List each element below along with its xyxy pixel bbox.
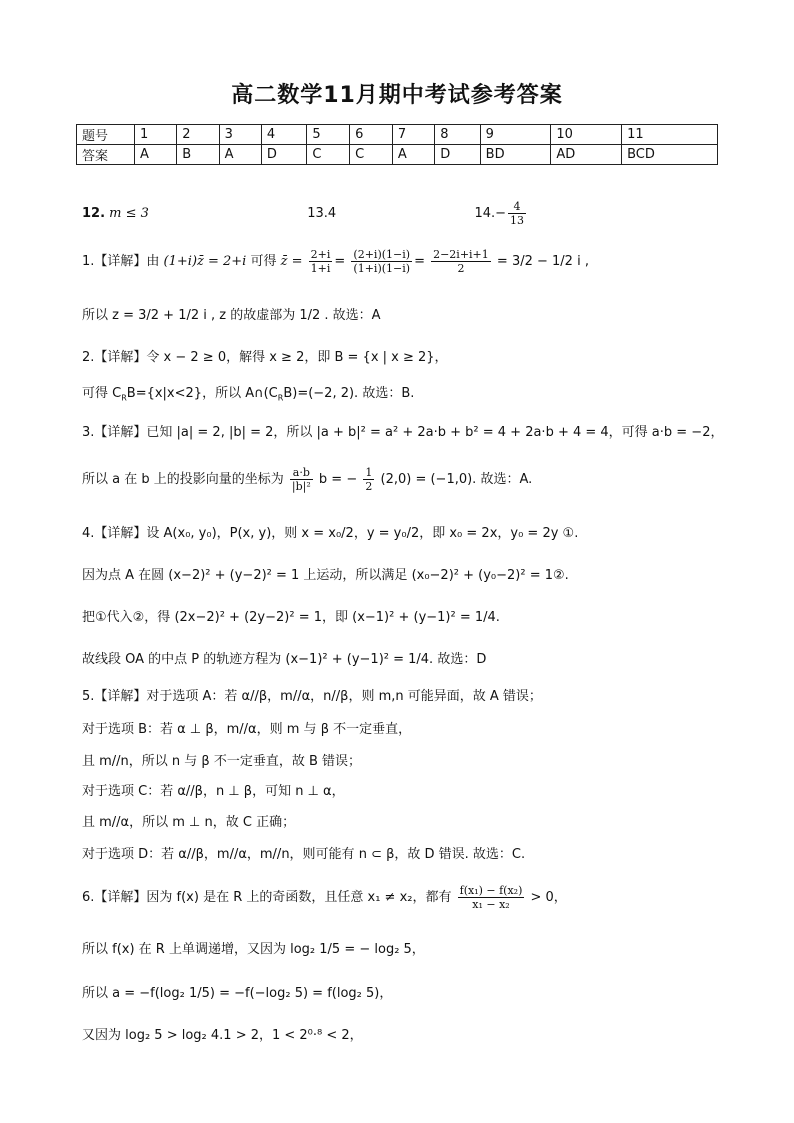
q3-half-den: 2 bbox=[365, 480, 373, 493]
q5-line-5: 且 m//α，所以 m ⊥ n，故 C 正确； bbox=[82, 815, 296, 830]
q1-f1-num: 2+i bbox=[310, 248, 331, 261]
q6-prefix: 6.【详解】因为 f(x) 是在 R 上的奇函数，且任意 x₁ ≠ x₂，都有 bbox=[82, 890, 452, 905]
q3-line-1: 3.【详解】已知 |a| = 2, |b| = 2，所以 |a + b|² = a² + 2a·b + b² = 4 + 2a·b + 4 = 4，可得 a·b = −2， bbox=[82, 425, 724, 440]
question-number: 5 bbox=[307, 125, 350, 145]
question-number: 11 bbox=[622, 125, 718, 145]
q2-text-b: B={x|x<2}，所以 A∩(C bbox=[126, 386, 278, 401]
q6-line-1 bbox=[82, 884, 567, 911]
q3-frac-num: a·b bbox=[290, 466, 313, 480]
q1-line-2: 所以 z = 3/2 + 1/2 i , z 的故虚部为 1/2 . 故选：A bbox=[82, 308, 381, 323]
q5-line-6: 对于选项 D：若 α//β，m//α，m//n，则可能有 n ⊂ β，故 D 错误. 故选：C. bbox=[82, 847, 526, 862]
question-number: 8 bbox=[435, 125, 480, 145]
row-label-numbers: 题号 bbox=[77, 125, 135, 145]
q12-label: 12. bbox=[82, 206, 106, 221]
q1-f2-den: (1+i)(1−i) bbox=[353, 262, 411, 275]
question-number: 9 bbox=[480, 125, 551, 145]
q2-sub-a: R bbox=[121, 393, 127, 403]
row-label-answers: 答案 bbox=[77, 145, 135, 165]
question-number: 4 bbox=[261, 125, 306, 145]
q4-line-1: 4.【详解】设 A(x₀, y₀)，P(x, y)，则 x = x₀/2，y = y₀/2，即 x₀ = 2x，y₀ = 2y ①. bbox=[82, 526, 579, 541]
q6-line-2: 所以 f(x) 在 R 上单调递增，又因为 log₂ 1/5 = − log₂ 5， bbox=[82, 942, 425, 957]
answer-table-row-answers bbox=[77, 145, 718, 165]
q3-frac-den: |b|² bbox=[291, 480, 311, 493]
q13-answer: 13.4 bbox=[307, 206, 337, 221]
answer-cell: BCD bbox=[622, 145, 718, 165]
answer-cell: C bbox=[350, 145, 393, 165]
q5-line-3: 且 m//n，所以 n 与 β 不一定垂直，故 B 错误； bbox=[82, 754, 362, 769]
answer-cell: A bbox=[219, 145, 261, 165]
q5-line-1: 5.【详解】对于选项 A：若 α//β，m//α，n//β，则 m,n 可能异面，故 A 错误； bbox=[82, 689, 542, 704]
q1-f2-num: (2+i)(1−i) bbox=[353, 248, 411, 261]
q14-label: 14. bbox=[474, 206, 496, 221]
q12-answer: m ≤ 3 bbox=[109, 206, 149, 221]
q6-line-4: 又因为 log₂ 5 > log₂ 4.1 > 2，1 < 2⁰·⁸ < 2， bbox=[82, 1028, 363, 1043]
q1-fraction-3 bbox=[431, 248, 491, 275]
q3-end: (2,0) = (−1,0). 故选：A. bbox=[380, 472, 533, 487]
q3-half-fraction bbox=[363, 466, 374, 493]
page-title: 高二数学11月期中考试参考答案 bbox=[231, 83, 563, 108]
q6-end: > 0， bbox=[530, 890, 567, 905]
q1-prefix: 1.【详解】由 bbox=[82, 254, 160, 269]
q3-half-num: 1 bbox=[365, 466, 373, 479]
answer-cell: D bbox=[435, 145, 480, 165]
answer-table-row-numbers bbox=[77, 125, 718, 145]
q2-sub-b: R bbox=[277, 393, 284, 403]
q5-line-4: 对于选项 C：若 α//β，n ⊥ β，可知 n ⊥ α， bbox=[82, 784, 345, 799]
question-number: 1 bbox=[135, 125, 177, 145]
q3-rest: b = − bbox=[318, 472, 358, 487]
q2-text-c: B)=(−2, 2). 故选：B. bbox=[283, 386, 415, 401]
q5-line-2: 对于选项 B：若 α ⊥ β，m//α，则 m 与 β 不一定垂直， bbox=[82, 722, 412, 737]
q1-fraction-2 bbox=[351, 248, 412, 275]
q6-frac-num: f(x₁) − f(x₂) bbox=[459, 884, 523, 897]
question-number: 7 bbox=[392, 125, 434, 145]
question-number: 2 bbox=[177, 125, 219, 145]
q4-line-2: 因为点 A 在圆 (x−2)² + (y−2)² = 1 上运动，所以满足 (x₀−2)² + (y₀−2)² = 1②. bbox=[82, 568, 569, 583]
q2-line-2 bbox=[82, 382, 414, 403]
q1-fraction-1 bbox=[309, 248, 333, 275]
q1-line-1: 1.【详解】由 (1+i)z̄ = 2+i 可得 z̄ = $\frac{2+i}{1+i}$ = $\frac{(2+i)(1-i)}{(1+i)(1-i)}$ = $\frac{2-2i+i+1}{2}$ = 3/2 − 1/2 i , bbox=[82, 248, 589, 275]
q4-line-4: 故线段 OA 的中点 P 的轨迹方程为 (x−1)² + (y−1)² = 1/4. 故选：D bbox=[82, 652, 487, 667]
answer-cell: BD bbox=[480, 145, 551, 165]
answer-table bbox=[76, 124, 718, 165]
q1-f1-den: 1+i bbox=[310, 262, 331, 275]
answer-cell: A bbox=[392, 145, 434, 165]
q1-result: = 3/2 − 1/2 i , bbox=[496, 254, 589, 269]
q2-text-a: 可得 C bbox=[82, 386, 122, 401]
q3-projection-fraction bbox=[290, 466, 313, 493]
answer-cell: C bbox=[307, 145, 350, 165]
question-number: 10 bbox=[551, 125, 622, 145]
answer-cell: D bbox=[261, 145, 306, 165]
q14-numerator: 4 bbox=[508, 200, 526, 214]
question-number: 6 bbox=[350, 125, 393, 145]
q6-fraction bbox=[458, 884, 525, 911]
q1-f3-den: 2 bbox=[457, 262, 465, 275]
q1-f3-num: 2−2i+i+1 bbox=[433, 248, 489, 261]
q14-fraction bbox=[508, 200, 526, 227]
q4-line-3: 把①代入②，得 (2x−2)² + (2y−2)² = 1，即 (x−1)² + (y−1)² = 1/4. bbox=[82, 610, 500, 625]
answer-cell: B bbox=[177, 145, 219, 165]
q3-prefix: 所以 a 在 b 上的投影向量的坐标为 bbox=[82, 472, 284, 487]
fill-in-answers bbox=[82, 200, 528, 227]
q6-frac-den: x₁ − x₂ bbox=[472, 898, 510, 911]
q6-line-3: 所以 a = −f(log₂ 1/5) = −f(−log₂ 5) = f(log₂ 5)， bbox=[82, 986, 393, 1001]
q3-line-2 bbox=[82, 466, 532, 493]
q1-given: (1+i)z̄ = 2+i bbox=[163, 254, 247, 269]
q1-mid: 可得 bbox=[250, 254, 277, 269]
q1-zbar: z̄ = bbox=[280, 254, 303, 269]
question-number: 3 bbox=[219, 125, 261, 145]
q14-denominator: 13 bbox=[510, 214, 525, 227]
answer-cell: A bbox=[135, 145, 177, 165]
q2-line-1: 2.【详解】令 x − 2 ≥ 0，解得 x ≥ 2，即 B = {x | x ≥ 2}， bbox=[82, 350, 448, 365]
q14-sign: − bbox=[495, 206, 507, 221]
answer-cell: AD bbox=[551, 145, 622, 165]
